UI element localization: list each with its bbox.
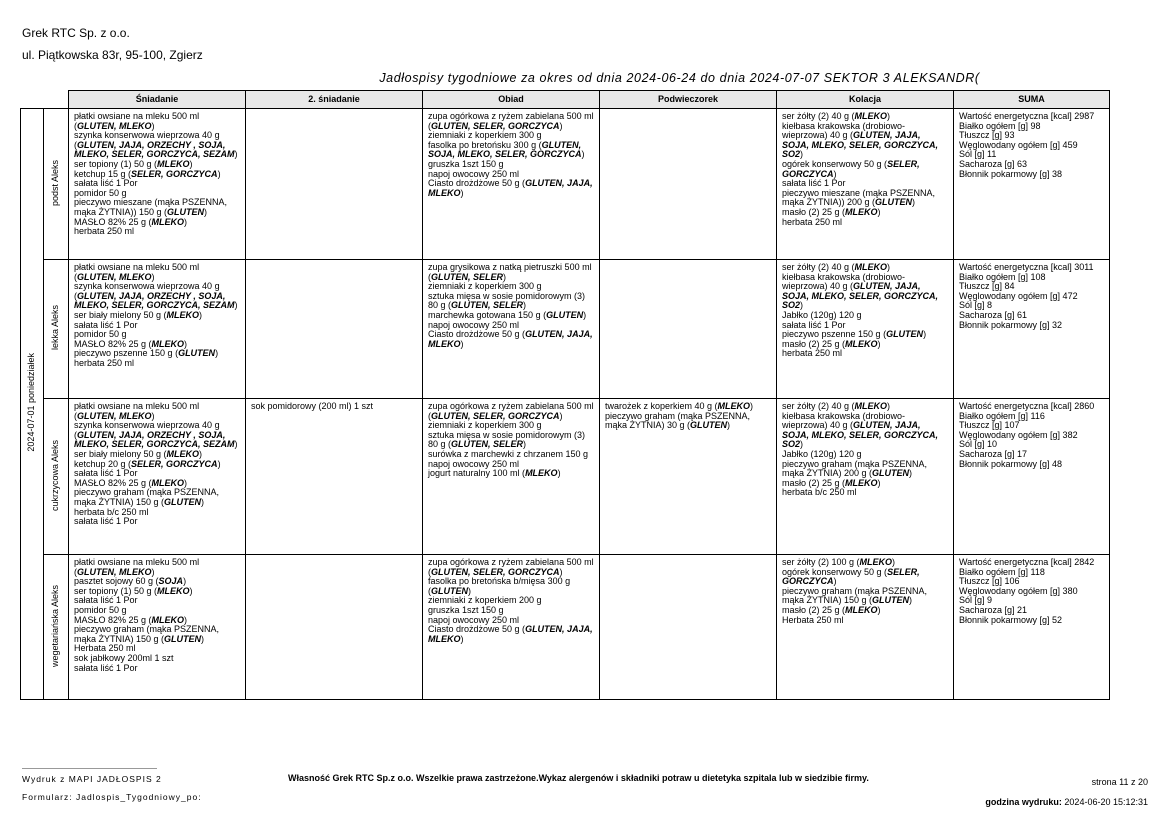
summary-cell: Wartość energetyczna [kcal] 2860 Białko ogółem [g] 116 Tłuszcz [g] 107 Węglowodany ogółem [g] 382 Sól [g] 10 Sacharoza [g] 17 Błonnik pokarmowy [g] 48	[954, 399, 1110, 555]
allergen-text: MLEKO	[854, 262, 888, 272]
allergen-text: MLEKO	[157, 158, 190, 169]
summary-cell: Wartość energetyczna [kcal] 2842 Białko ogółem [g] 118 Tłuszcz [g] 106 Węglowodany ogółem [g] 380 Sól [g] 9 Sacharoza [g] 21 Błonnik pokarmowy [g] 52	[954, 555, 1110, 700]
second-breakfast-cell	[246, 260, 423, 399]
allergen-text: GLUTEN, JAJA, ORZECHY , SOJA, MLEKO, SELER, GORCZYCA, SEZAM	[74, 139, 235, 160]
lunch-cell: zupa ogórkowa z ryżem zabielana 500 ml (GLUTEN, SELER, GORCZYCA) fasolka po bretońska b/mięsa 300 g (GLUTEN) ziemniaki z koperkiem 200 g gruszka 1szt 150 g napoj owocowy 250 ml Ciasto drożdżowe 50 g (GLUTEN, JAJA, MLEKO)	[423, 555, 600, 700]
allergen-text: MLEKO	[151, 338, 185, 349]
allergen-text: GLUTEN	[872, 468, 910, 479]
diet-cell	[44, 260, 69, 399]
allergen-text: GLUTEN	[167, 206, 205, 217]
allergen-text: MLEKO	[854, 111, 888, 121]
allergen-text: GLUTEN, JAJA, ORZECHY , SOJA, MLEKO, SELER, GORCZYCA, SEZAM	[74, 290, 235, 311]
print-time-line	[985, 792, 1148, 812]
allergen-text: GLUTEN	[178, 348, 216, 359]
allergen-text: GLUTEN, SELER, GORCZYCA	[431, 410, 560, 421]
allergen-text: MLEKO	[151, 477, 185, 488]
allergen-text: MLEKO	[845, 206, 878, 217]
breakfast-cell: płatki owsiane na mleku 500 ml (GLUTEN, MLEKO) szynka konserwowa wieprzowa 40 g (GLUTEN, JAJA, ORZECHY , SOJA, MLEKO, SELER, GORCZYCA, SEZAM) ser biały mielony 50 g (MLEKO) sałata liść 1 Por pomidor 50 g MASŁO 82% 25 g (MLEKO) pieczywo pszenne 150 g (GLUTEN) herbata 250 ml	[69, 260, 246, 399]
footer-left	[22, 770, 202, 806]
column-header: Śniadanie	[69, 91, 246, 109]
column-header: 2. śniadanie	[246, 91, 423, 109]
column-header: SUMA	[954, 91, 1110, 109]
allergen-text: GLUTEN	[546, 309, 584, 320]
allergen-text: GLUTEN	[690, 420, 728, 431]
allergen-text: GLUTEN, JAJA, SOJA, MLEKO, SELER, GORCZYCA, SO2	[782, 130, 939, 160]
allergen-text: GLUTEN	[164, 496, 202, 507]
allergen-text: GLUTEN, JAJA, MLEKO	[428, 329, 593, 349]
allergen-text: SELER, GORCZYCA	[782, 566, 920, 587]
allergen-text: GLUTEN, JAJA, ORZECHY , SOJA, MLEKO, SELER, GORCZYCA, SEZAM	[74, 429, 235, 450]
allergen-text: MLEKO	[859, 557, 893, 567]
allergen-text: MLEKO	[845, 604, 878, 615]
table-row	[21, 109, 1110, 260]
diet-label: lekka Aleks	[50, 305, 61, 351]
afternoon-snack-cell	[600, 555, 777, 700]
diet-cell	[44, 109, 69, 260]
allergen-text: MLEKO	[151, 216, 185, 227]
footer-form: Formularz: Jadlospis_Tygodniowy_po:	[22, 792, 202, 802]
afternoon-snack-cell	[600, 109, 777, 260]
summary-cell: Wartość energetyczna [kcal] 3011 Białko ogółem [g] 108 Tłuszcz [g] 84 Węglowodany ogółem [g] 472 Sól [g] 8 Sacharoza [g] 61 Błonnik pokarmowy [g] 32	[954, 260, 1110, 399]
print-time-label: godzina wydruku:	[985, 797, 1062, 807]
company-address: ul. Piątkowska 83r, 95-100, Zgierz	[22, 48, 203, 62]
menu-table	[20, 90, 1110, 700]
allergen-text: GLUTEN, SOJA, MLEKO, SELER, GORCZYCA	[428, 139, 582, 160]
allergen-text: GLUTEN, MLEKO	[77, 120, 152, 131]
page-title: Jadłospisy tygodniowe za okres od dnia 2024-06-24 do dnia 2024-07-07 SEKTOR 3 ALEKSANDR(	[379, 71, 980, 85]
dinner-cell: ser żółty (2) 40 g (MLEKO) kiełbasa krakowska (drobiowo-wieprzowa) 40 g (GLUTEN, JAJA, SOJA, MLEKO, SELER, GORCZYCA, SO2) Jabłko (120g) 120 g pieczywo graham (mąka PSZENNA, mąka ŻYTNIA) 200 g (GLUTEN) masło (2) 25 g (MLEKO) herbata b/c 250 ml	[777, 399, 954, 555]
lunch-cell: zupa grysikowa z natką pietruszki 500 ml (GLUTEN, SELER) ziemniaki z koperkiem 300 g sztuka mięsa w sosie pomidorowym (3) 80 g (GLUTEN, SELER) marchewka gotowana 150 g (GLUTEN) napoj owocowy 250 ml Ciasto drożdżowe 50 g (GLUTEN, JAJA, MLEKO)	[423, 260, 600, 399]
header-row	[21, 91, 1110, 109]
allergen-text: GLUTEN, JAJA, MLEKO	[428, 624, 593, 644]
company-header	[22, 22, 203, 66]
allergen-text: MLEKO	[166, 309, 200, 320]
afternoon-snack-cell: twarożek z koperkiem 40 g (MLEKO) pieczywo graham (mąka PSZENNA, mąka ŻYTNIA) 30 g (GLUTEN)	[600, 399, 777, 555]
diet-label: podst Aleks	[50, 159, 61, 206]
dinner-cell: ser żółty (2) 40 g (MLEKO) kiełbasa krakowska (drobiowo-wieprzowa) 40 g (GLUTEN, JAJA, SOJA, MLEKO, SELER, GORCZYCA, SO2) ogórek konserwowy 50 g (SELER, GORCZYCA) sałata liść 1 Por pieczywo mieszane (mąka PSZENNA, mąka ŻYTNIA)) 200 g (GLUTEN) masło (2) 25 g (MLEKO) herbata 250 ml	[777, 109, 954, 260]
allergen-text: SELER, GORCZYCA	[782, 158, 920, 179]
allergen-text: SELER, GORCZYCA	[131, 168, 218, 179]
allergen-text: GLUTEN	[872, 595, 910, 606]
allergen-text: GLUTEN	[431, 585, 468, 596]
date-cell	[21, 109, 44, 700]
second-breakfast-cell: sok pomidorowy (200 ml) 1 szt	[246, 399, 423, 555]
diet-label: wegetariańska Aleks	[50, 584, 61, 667]
diet-cell	[44, 399, 69, 555]
allergen-text: GLUTEN, MLEKO	[77, 410, 152, 421]
lunch-cell: zupa ogórkowa z ryżem zabielana 500 ml (GLUTEN, SELER, GORCZYCA) ziemniaki z koperkiem 300 g fasolka po bretońsku 300 g (GLUTEN, SOJA, MLEKO, SELER, GORCZYCA) gruszka 1szt 150 g napoj owocowy 250 ml Ciasto drożdżowe 50 g (GLUTEN, JAJA, MLEKO)	[423, 109, 600, 260]
allergen-text: GLUTEN	[164, 633, 202, 644]
second-breakfast-cell	[246, 555, 423, 700]
footer-copyright: Własność Grek RTC Sp.z o.o. Wszelkie prawa zastrzeżone.Wykaz alergenów i składniki potraw u dietetyka szpitala lub w siedzibie firmy.	[288, 773, 869, 783]
breakfast-cell: płatki owsiane na mleku 500 ml (GLUTEN, MLEKO) szynka konserwowa wieprzowa 40 g (GLUTEN, JAJA, ORZECHY , SOJA, MLEKO, SELER, GORCZYCA, SEZAM) ser topiony (1) 50 g (MLEKO) ketchup 15 g (SELER, GORCZYCA) sałata liść 1 Por pomidor 50 g pieczywo mieszane (mąka PSZENNA, mąka ŻYTNIA)) 150 g (GLUTEN) MASŁO 82% 25 g (MLEKO) herbata 250 ml	[69, 109, 246, 260]
allergen-text: MLEKO	[525, 468, 558, 479]
allergen-text: GLUTEN, JAJA, MLEKO	[428, 178, 593, 198]
company-name: Grek RTC Sp. z o.o.	[22, 26, 130, 40]
allergen-text: GLUTEN, SELER	[451, 439, 524, 450]
allergen-text: GLUTEN, SELER	[431, 271, 504, 282]
column-header: Kolacja	[777, 91, 954, 109]
footer-right	[985, 772, 1148, 812]
allergen-text: MLEKO	[151, 614, 185, 625]
allergen-text: MLEKO	[717, 401, 751, 411]
breakfast-cell: płatki owsiane na mleku 500 ml (GLUTEN, MLEKO) pasztet sojowy 60 g (SOJA) ser topiony (1) 50 g (MLEKO) sałata liść 1 Por pomidor 50 g MASŁO 82% 25 g (MLEKO) pieczywo graham (mąka PSZENNA, mąka ŻYTNIA) 150 g (GLUTEN) Herbata 250 ml sok jabłkowy 200ml 1 szt sałata liść 1 Por	[69, 555, 246, 700]
table-row	[21, 399, 1110, 555]
allergen-text: MLEKO	[845, 338, 878, 349]
print-time: 2024-06-20 15:12:31	[1064, 797, 1148, 807]
column-header: Podwieczorek	[600, 91, 777, 109]
column-header: Obiad	[423, 91, 600, 109]
allergen-text: GLUTEN, SELER, GORCZYCA	[431, 120, 560, 131]
dinner-cell: ser żółty (2) 40 g (MLEKO) kiełbasa krakowska (drobiowo-wieprzowa) 40 g (GLUTEN, JAJA, SOJA, MLEKO, SELER, GORCZYCA, SO2) Jabłko (120g) 120 g sałata liść 1 Por pieczywo pszenne 150 g (GLUTEN) masło (2) 25 g (MLEKO) herbata 250 ml	[777, 260, 954, 399]
allergen-text: MLEKO	[157, 585, 190, 596]
allergen-text: GLUTEN	[875, 197, 913, 208]
allergen-text: GLUTEN, MLEKO	[77, 566, 152, 577]
afternoon-snack-cell	[600, 260, 777, 399]
page-title-wrap	[0, 71, 1169, 85]
allergen-text: MLEKO	[166, 448, 200, 459]
date-label: 2024-07-01 poniedziałek	[26, 353, 37, 452]
table-row	[21, 555, 1110, 700]
allergen-text: SOJA	[158, 576, 184, 587]
allergen-text: GLUTEN, MLEKO	[77, 271, 152, 282]
allergen-text: GLUTEN, JAJA, SOJA, MLEKO, SELER, GORCZYCA, SO2	[782, 281, 939, 311]
allergen-text: GLUTEN, SELER, GORCZYCA	[431, 566, 560, 577]
dinner-cell: ser żółty (2) 100 g (MLEKO) ogórek konserwowy 50 g (SELER, GORCZYCA) pieczywo graham (mąka PSZENNA, mąka ŻYTNIA) 150 g (GLUTEN) masło (2) 25 g (MLEKO) Herbata 250 ml	[777, 555, 954, 700]
summary-cell: Wartość energetyczna [kcal] 2987 Białko ogółem [g] 98 Tłuszcz [g] 93 Węglowodany ogółem [g] 459 Sól [g] 11 Sacharoza [g] 63 Błonnik pokarmowy [g] 38	[954, 109, 1110, 260]
footer-program: Wydruk z MAPI JADŁOSPIS 2	[22, 774, 162, 784]
page-number: strona 11 z 20	[1091, 777, 1148, 787]
diet-cell	[44, 555, 69, 700]
lunch-cell: zupa ogórkowa z ryżem zabielana 500 ml (GLUTEN, SELER, GORCZYCA) ziemniaki z koperkiem 300 g sztuka mięsa w sosie pomidorowym (3) 80 g (GLUTEN, SELER) surówka z marchewki z chrzanem 150 g napoj owocowy 250 ml jogurt naturalny 100 ml (MLEKO)	[423, 399, 600, 555]
table-row	[21, 260, 1110, 399]
second-breakfast-cell	[246, 109, 423, 260]
diet-label: cukrzycowa Aleks	[50, 439, 61, 511]
allergen-text: GLUTEN, SELER	[451, 300, 524, 311]
allergen-text: GLUTEN, JAJA, SOJA, MLEKO, SELER, GORCZYCA, SO2	[782, 420, 939, 450]
allergen-text: SELER, GORCZYCA	[131, 458, 218, 469]
allergen-text: MLEKO	[845, 477, 878, 488]
allergen-text: GLUTEN	[886, 329, 924, 340]
allergen-text: MLEKO	[854, 401, 888, 411]
breakfast-cell: płatki owsiane na mleku 500 ml (GLUTEN, MLEKO) szynka konserwowa wieprzowa 40 g (GLUTEN, JAJA, ORZECHY , SOJA, MLEKO, SELER, GORCZYCA, SEZAM) ser biały mielony 50 g (MLEKO) ketchup 20 g (SELER, GORCZYCA) sałata liść 1 Por MASŁO 82% 25 g (MLEKO) pieczywo graham (mąka PSZENNA, mąka ŻYTNIA) 150 g (GLUTEN) herbata b/c 250 ml sałata liść 1 Por	[69, 399, 246, 555]
